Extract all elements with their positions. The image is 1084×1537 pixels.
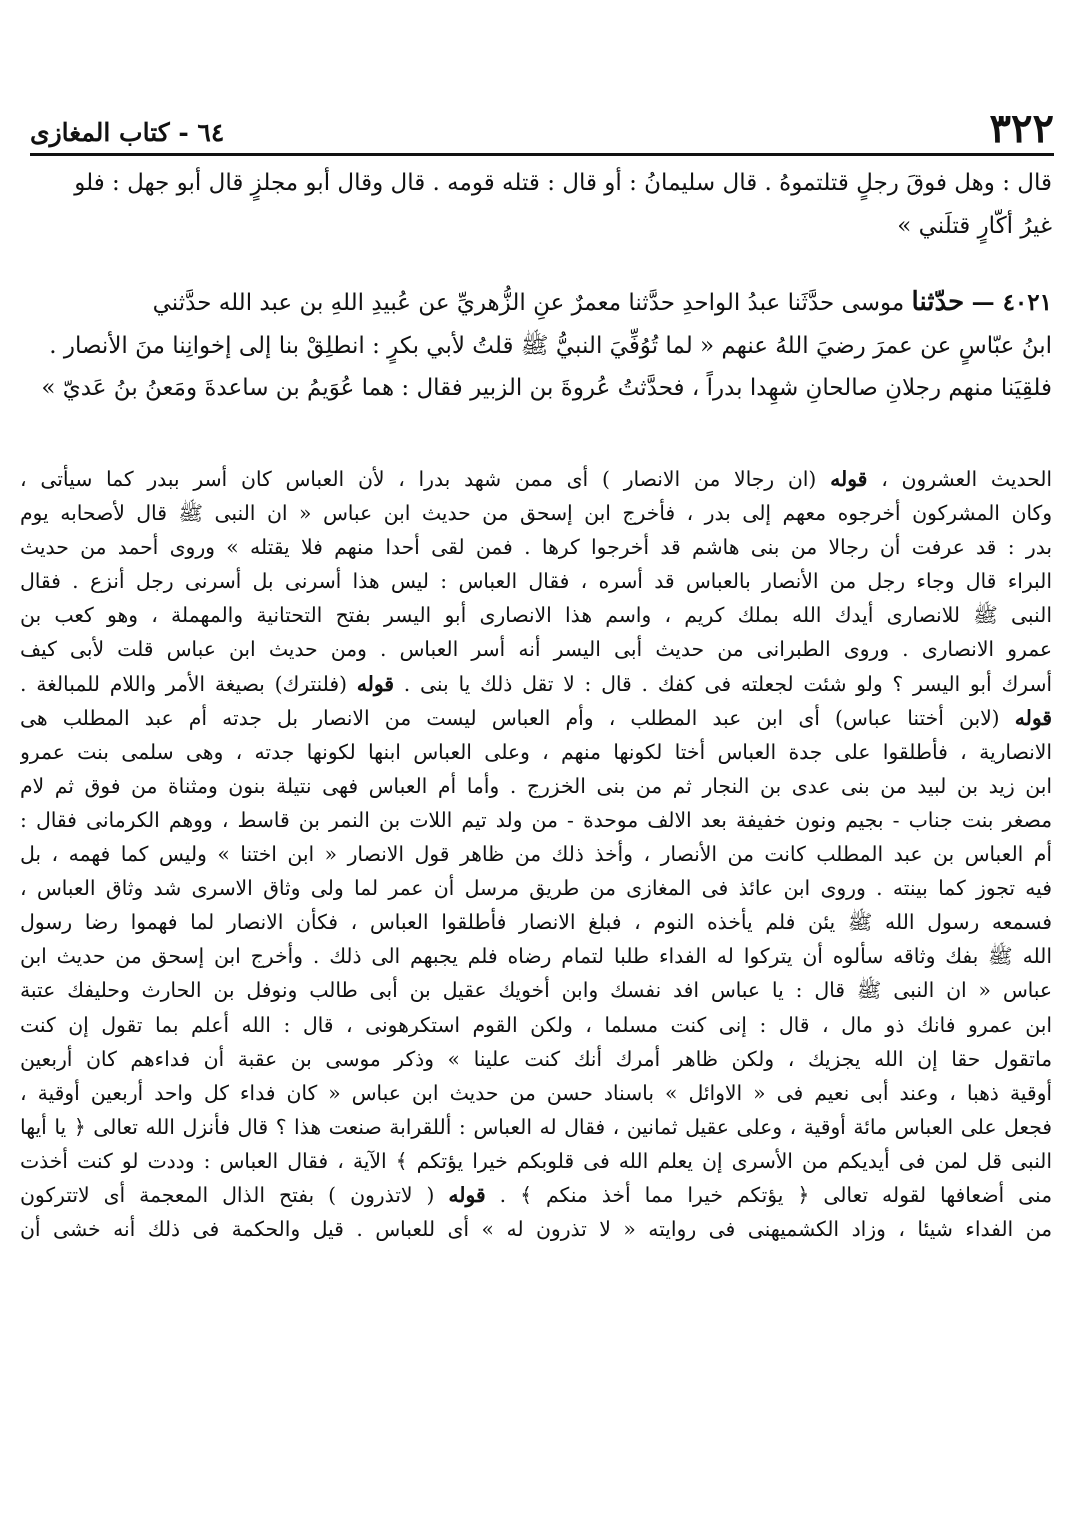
text-line: الله ﷺ بفك وثاقه سألوه أن يتركوا له الفداء طلبا لتمام رضاه فلم يجبهم الى ذلك . وأخرج ابن إسحق من حديث ابن bbox=[20, 944, 1052, 969]
text-line bbox=[20, 1178, 1052, 1212]
matn-paragraph-2 bbox=[40, 281, 1052, 410]
hadith-text bbox=[40, 162, 1052, 410]
paragraph-gap bbox=[40, 247, 1052, 281]
text-line bbox=[20, 701, 1052, 735]
text-line: أم العباس بن عبد المطلب كانت من الأنصار ، وأخذ ذلك من ظاهر قول الانصار « ابن اختنا » وليس كما فهمه ، بل bbox=[20, 842, 1052, 867]
text-line: بدر : قد عرفت أن رجالا من بنى هاشم قد أخرجوا كرها . فمن لقى أحدا منهم فلا يقتله » وروى أحمد من حديث bbox=[20, 535, 1052, 560]
text-line: عباس « ان النبى ﷺ قال : يا عباس افد نفسك وابن أخويك عقيل بن أبى طالب ونوفل بن الحارث وحليفك عتبة bbox=[20, 978, 1052, 1003]
text-line: أوقية ذهبا ، وعند أبى نعيم فى « الاوائل » باسناد حسن من حديث ابن عباس « كان فداء كل واحد أربعين أوقية ، bbox=[20, 1080, 1052, 1105]
qawluh-marker: قوله bbox=[1014, 705, 1052, 730]
text-line: عمرو الانصارى . وروى الطبرانى من حديث أبى اليسر أنه أسر العباس . ومن حديث ابن عباس قلت لأبى كيف bbox=[20, 637, 1052, 662]
text-line: فسمعه رسول الله ﷺ يئن فلم يأخذه النوم ، فبلغ الانصار فأطلقوا العباس ، فكأن الانصار لما فهموا رضا رسول bbox=[20, 910, 1052, 935]
text-line: فيه تجوز كما بينته . وروى ابن عائذ فى المغازى من طريق مرسل أن عمر لما ولى وثاق الاسرى شد وثاق العباس ، bbox=[20, 876, 1052, 901]
qawluh-marker: قوله bbox=[448, 1182, 486, 1207]
text-line bbox=[20, 462, 1052, 496]
text-fragment: موسى حدَّثَنا عبدُ الواحدِ حدَّثنا معمرٌ عنِ الزُّهريِّ عن عُبيدِ اللهِ بن عبد الله حدَّثني bbox=[152, 290, 905, 316]
text-line: ابن عمرو فانك ذو مال ، قال : إنى كنت مسلما ، ولكن القوم استكرهونى ، قال : الله أعلم بما تقول إن كنت bbox=[20, 1012, 1052, 1037]
text-line: غيرُ أكّارٍ قتلَني » bbox=[897, 212, 1052, 239]
hadith-number: ٤٠٢١ — bbox=[971, 289, 1052, 316]
text-line: النبى قل لمن فى أيديكم من الأسرى إن يعلم الله فى قلوبكم خيرا يؤتكم ﴾ الآية ، فقال العباس : وددت لو كنت أخذت bbox=[20, 1148, 1052, 1173]
matn-paragraph-1 bbox=[40, 162, 1052, 247]
book-title: ٦٤ - كتاب المغازى bbox=[30, 118, 225, 147]
text-line bbox=[20, 667, 1052, 701]
commentary-paragraph-1 bbox=[20, 462, 1052, 701]
qawluh-marker: قوله bbox=[830, 467, 868, 491]
text-fragment: ( لاتذرون ) بفتح الذال المعجمة أى لاتتركون bbox=[20, 1182, 435, 1207]
commentary-text bbox=[20, 462, 1052, 1246]
text-line: مصغر بنت جناب - بجيم ونون خفيفة بعد الالف موحدة - من ولد تيم اللات بن النمر بن قاسط ، ووهم الكرمانى فقال : bbox=[20, 807, 1052, 832]
text-line: فلقِيَنا منهم رجلانِ صالحانِ شهِدا بدراً ، فحدَّثتُ عُروةَ بن الزبير فقال : هما عُوَيمُ بن ساعدةَ ومَعنُ بنُ عَديّ » bbox=[41, 375, 1052, 401]
text-line: قال : وهل فوقَ رجلٍ قتلتموهُ . قال سليمانُ : أو قال : قتله قومه . قال وقال أبو مجلزٍ قال أبو جهل : فلو bbox=[74, 170, 1052, 196]
text-fragment: (لابن أختنا عباس) أى ابن عبد المطلب ، وأم العباس ليست من الانصار بل جدته أم عبد المطلب هى bbox=[20, 705, 1000, 730]
text-fragment: (فلنترك) بصيغة الأمر واللام للمبالغة . bbox=[20, 671, 347, 696]
text-fragment: أسرك أبو اليسر ؟ ولو شئت لجعلته فى كفك . قال : لا تقل ذلك يا بنى . bbox=[403, 671, 1052, 696]
text-fragment: (ان رجالا من الانصار ) أى ممن شهد بدرا ، لأن العباس كان أسر ببدر كما سيأتى ، bbox=[20, 467, 817, 491]
text-line: ابن زيد بن لبيد من بنى عدى بن النجار ثم من بنى الخزرج . وأما أم العباس فهى نتيلة بنون ومثناة من فوق ثم لام bbox=[20, 773, 1052, 798]
text-line bbox=[40, 281, 1052, 325]
text-line: ابنُ عبّاسٍ عن عمرَ رضيَ اللهُ عنهم « لما تُوُفِّيَ النبيُّ ﷺ قلتُ لأبي بكرٍ : انطلِقْ بنا إلى إخوانِنا منَ الأنصار . bbox=[49, 332, 1052, 359]
haddathana-heading: حدّثنا bbox=[911, 287, 965, 317]
commentary-paragraph-2 bbox=[20, 701, 1052, 1247]
page-header bbox=[30, 88, 1054, 156]
text-line: ماتقول حقا إن الله يجزيك ، ولكن ظاهر أمرك أنك كنت علينا » وذكر موسى بن عقبة أن فداءهم كان أربعين bbox=[20, 1046, 1052, 1071]
text-fragment: الحديث العشرون ، bbox=[881, 467, 1052, 491]
text-line: البراء قال وجاء رجل من الأنصار بالعباس قد أسره ، فقال العباس : ليس هذا أسرنى بل أسرنى رجل أنزع . فقال bbox=[20, 569, 1052, 594]
page-number: ٣٢٢ bbox=[989, 105, 1054, 152]
text-line: من الفداء شيئا ، وزاد الكشميهنى فى روايته « لا تذرون له » أى للعباس . قيل والحكمة فى ذلك أنه خشى أن bbox=[20, 1217, 1052, 1242]
text-line: الانصارية ، فأطلقوا على جدة العباس أختا لكونها منهم ، وعلى العباس ابنها لكونها جدته ، وهى سلمى بنت عمرو bbox=[20, 739, 1052, 764]
text-line: وكان المشركون أخرجوه معهم إلى بدر ، فأخرج ابن إسحق من حديث ابن عباس « ان النبى ﷺ قال لأصحابه يوم bbox=[20, 501, 1052, 526]
text-line: النبى ﷺ للانصارى أيدك الله بملك كريم ، واسم هذا الانصارى أبو اليسر بفتح التحتانية والمهملة ، وهو كعب بن bbox=[20, 603, 1052, 628]
text-fragment: منى أضعافها لقوله تعالى ﴿ يؤتكم خيرا مما أخذ منكم ﴾ . bbox=[499, 1182, 1052, 1207]
text-line: فجعل على العباس مائة أوقية ، وعلى عقيل ثمانين ، فقال له العباس : أللقرابة صنعت هذا ؟ قال فأنزل الله تعالى ﴿ يا أيها bbox=[20, 1114, 1052, 1139]
qawluh-marker: قوله bbox=[356, 671, 394, 696]
